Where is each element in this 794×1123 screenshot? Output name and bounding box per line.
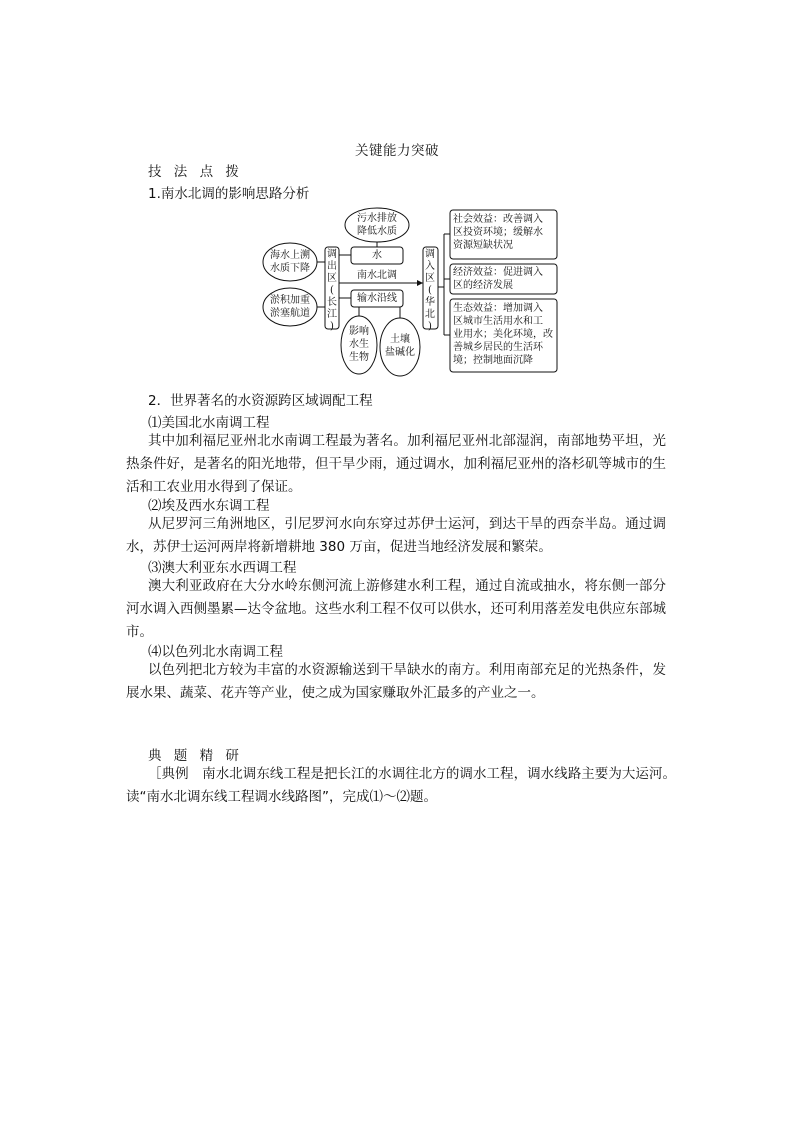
ecological-line-1: 生态效益：增加调入	[453, 303, 543, 314]
outflow-char-6: 江	[327, 309, 337, 320]
impact-diagram	[255, 207, 565, 379]
seawater-line-1: 海水上溯	[270, 250, 310, 261]
inflow-char-1: 调	[425, 249, 435, 260]
inflow-char-3: 区	[425, 273, 435, 284]
section-heading-world-projects: 2．世界著名的水资源跨区域调配工程	[148, 393, 373, 409]
outflow-char-2: 出	[327, 261, 337, 272]
ecological-line-5: 境；控制地面沉降	[453, 355, 533, 366]
aquatic-line-3: 生物	[349, 352, 369, 363]
silting-line-2: 淤塞航道	[270, 308, 310, 319]
inflow-char-7: )	[428, 321, 432, 332]
outflow-char-7: )	[330, 321, 334, 332]
social-line-3: 资源短缺状况	[453, 240, 513, 251]
outflow-region-label	[326, 249, 338, 333]
economic-line-1: 经济效益：促进调入	[453, 267, 543, 278]
inflow-char-5: 华	[425, 297, 435, 308]
inflow-char-2: 入	[425, 261, 435, 272]
paragraph-usa: 其中加利福尼亚州北水南调工程最为著名。加利福尼亚州北部湿润，南部地势平坦，光热条件好，是著名的阳光地带，但干旱少雨，通过调水，加利福尼亚州的洛杉矶等城市的生活和工农业用水得到了保证。	[126, 433, 666, 495]
south-north-label: 南水北调	[357, 270, 397, 281]
subheading-israel: ⑷以色列北水南调工程	[148, 644, 283, 660]
economic-line-2: 区的经济发展	[453, 280, 513, 291]
inflow-char-4: (	[428, 285, 432, 296]
section-heading-skills: 技 法 点 拨	[148, 164, 243, 180]
page-title: 关键能力突破	[355, 143, 439, 159]
subheading-australia: ⑶澳大利亚东水西调工程	[148, 560, 297, 576]
paragraph-example: ［典例 南水北调东线工程是把长江的水调往北方的调水工程，调水线路主要为大运河。读“南水北调东线工程调水线路图”，完成⑴～⑵题。	[126, 766, 676, 805]
pollution-line-2: 降低水质	[357, 226, 397, 237]
subheading-egypt: ⑵埃及西水东调工程	[148, 498, 270, 514]
ecological-line-3: 业用水；美化环境，改	[453, 329, 553, 340]
ecological-line-4: 善城乡居民的生活环	[453, 342, 543, 353]
seawater-line-2: 水质下降	[270, 263, 310, 274]
ecological-line-2: 区城市生活用水和工	[453, 316, 543, 327]
pollution-line-1: 污水排放	[357, 213, 397, 224]
aquatic-line-1: 影响	[349, 326, 369, 337]
outflow-char-1: 调	[327, 249, 337, 260]
water-label: 水	[372, 250, 382, 261]
aquatic-line-2: 水生	[349, 339, 369, 350]
social-line-2: 区投资环境；缓解水	[453, 227, 543, 238]
silting-line-1: 淤积加重	[270, 295, 310, 306]
paragraph-australia: 澳大利亚政府在大分水岭东侧河流上游修建水利工程，通过自流或抽水，将东侧一部分河水调入西侧墨累—达令盆地。这些水利工程不仅可以供水，还可利用落差发电供应东部城市。	[126, 578, 666, 640]
social-line-1: 社会效益：改善调入	[453, 214, 543, 225]
paragraph-israel: 以色列把北方较为丰富的水资源输送到干旱缺水的南方。利用南部充足的光热条件，发展水果、蔬菜、花卉等产业，使之成为国家赚取外汇最多的产业之一。	[126, 662, 666, 701]
inflow-region-label	[424, 249, 436, 333]
outflow-char-5: 长	[327, 297, 337, 308]
outflow-char-3: 区	[327, 273, 337, 284]
soil-line-1: 土壤	[390, 334, 410, 345]
section-heading-examples: 典 题 精 研	[148, 748, 243, 764]
inflow-char-6: 北	[425, 309, 435, 320]
item-heading-impact-analysis: 1.南水北调的影响思路分析	[148, 186, 310, 202]
subheading-usa: ⑴美国北水南调工程	[148, 415, 270, 431]
soil-line-2: 盐碱化	[385, 347, 415, 358]
paragraph-egypt: 从尼罗河三角洲地区，引尼罗河水向东穿过苏伊士运河，到达干旱的西奈半岛。通过调水，苏伊士运河两岸将新增耕地 380 万亩，促进当地经济发展和繁荣。	[126, 516, 666, 555]
along-route-label: 输水沿线	[357, 293, 397, 304]
outflow-char-4: (	[330, 285, 334, 296]
